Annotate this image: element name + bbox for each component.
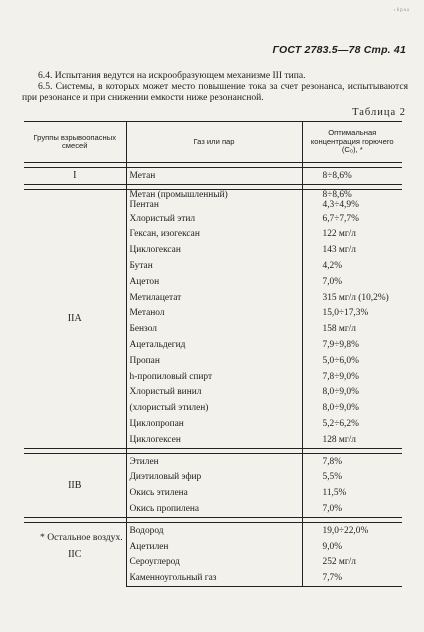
- concentration-value: 5,2÷6,2%: [302, 416, 402, 432]
- gas-name: Этилен: [126, 453, 302, 469]
- gas-name: Окись этилена: [126, 485, 302, 501]
- concentration-value: 158 мг/л: [302, 321, 402, 337]
- concentration-value: 252 мг/л: [302, 555, 402, 571]
- gas-name: Пропан: [126, 353, 302, 369]
- concentration-value: [302, 189, 402, 211]
- concentration-value: 19,0÷22,0%: [302, 522, 402, 538]
- header-concentration: Оптимальная концентрация горючего (C₀), *: [302, 122, 402, 163]
- concentration-value: 5,5%: [302, 470, 402, 486]
- page-corner-mark: ·¹ᵖᵃᵃ: [393, 6, 410, 15]
- concentration-value: 9,0%: [302, 539, 402, 555]
- gas-name: h-пропиловый спирт: [126, 369, 302, 385]
- footnote: * Остальное воздух.: [40, 532, 123, 543]
- gas-name: Хлористый винил: [126, 385, 302, 401]
- gas-name: Ацетон: [126, 274, 302, 290]
- group-label: I: [24, 168, 126, 185]
- header-group: Группы взрывоопасных смесей: [24, 122, 126, 163]
- gas-name: Каменноугольный газ: [126, 570, 302, 586]
- group-label: IIC: [24, 522, 126, 586]
- concentration-value: 7,0%: [302, 274, 402, 290]
- gas-name: Гексан, изогексан: [126, 227, 302, 243]
- gas-name: Бензол: [126, 321, 302, 337]
- gas-name: Циклогексен: [126, 432, 302, 448]
- concentration-value: 11,5%: [302, 485, 402, 501]
- table-row: [24, 168, 402, 185]
- gas-name: (хлористый этилен): [126, 400, 302, 416]
- gas-name: Хлористый этил: [126, 211, 302, 227]
- concentration-value: 7,9÷9,8%: [302, 337, 402, 353]
- gas-name-line: Пентан: [129, 200, 159, 211]
- gas-name: Водород: [126, 522, 302, 538]
- gas-name: Бутан: [126, 258, 302, 274]
- concentration-value: 143 мг/л: [302, 242, 402, 258]
- paragraph-6-5: 6.5. Системы, в которых может место повышение тока за счет резонанса, испытываются при резонансе и при снижении емкости ниже резонансной.: [22, 81, 408, 103]
- concentration-value: 8,0÷9,0%: [302, 400, 402, 416]
- gas-name-line: Метан (промышленный): [129, 189, 228, 200]
- concentration-value-line: 4,3÷4,9%: [322, 200, 359, 211]
- concentration-value: 315 мг/л (10,2%): [302, 290, 402, 306]
- gas-name: Ацетилен: [126, 539, 302, 555]
- gas-name: Окись пропилена: [126, 501, 302, 517]
- concentration-value: 15,0÷17,3%: [302, 306, 402, 322]
- concentration-value-line: 8÷8,6%: [322, 189, 352, 200]
- concentration-value: 8÷8,6%: [302, 168, 402, 185]
- table-row: [24, 453, 402, 469]
- concentration-value: 7,8÷9,0%: [302, 369, 402, 385]
- concentration-value: 5,0÷6,0%: [302, 353, 402, 369]
- gas-name: Метанол: [126, 306, 302, 322]
- gas-name: Циклопропан: [126, 416, 302, 432]
- group-label: IIB: [24, 453, 126, 517]
- concentration-value: 6,7÷7,7%: [302, 211, 402, 227]
- concentration-value: 8,0÷9,0%: [302, 385, 402, 401]
- concentration-value: 4,2%: [302, 258, 402, 274]
- table-header-row: [24, 122, 402, 163]
- concentration-value: 7,0%: [302, 501, 402, 517]
- paragraph-6-4: 6.4. Испытания ведутся на искрообразующем механизме III типа.: [38, 70, 306, 81]
- gas-name: Метан: [126, 168, 302, 185]
- gas-name: Диэтиловый эфир: [126, 470, 302, 486]
- gas-name: [126, 189, 302, 211]
- gas-name: Ацетальдегид: [126, 337, 302, 353]
- concentration-value: 7,7%: [302, 570, 402, 586]
- page-header: ГОСТ 2783.5—78 Стр. 41: [272, 44, 406, 56]
- concentration-value: 7,8%: [302, 453, 402, 469]
- table-row: [24, 189, 402, 211]
- group-label: IIA: [24, 189, 126, 448]
- table-caption: Таблица 2: [352, 107, 406, 118]
- concentration-value: 122 мг/л: [302, 227, 402, 243]
- header-gas: Газ или пар: [126, 122, 302, 163]
- gas-concentration-table: [24, 121, 402, 587]
- gas-name: Сероуглерод: [126, 555, 302, 571]
- concentration-value: 128 мг/л: [302, 432, 402, 448]
- gas-name: Метилацетат: [126, 290, 302, 306]
- gas-name: Циклогексан: [126, 242, 302, 258]
